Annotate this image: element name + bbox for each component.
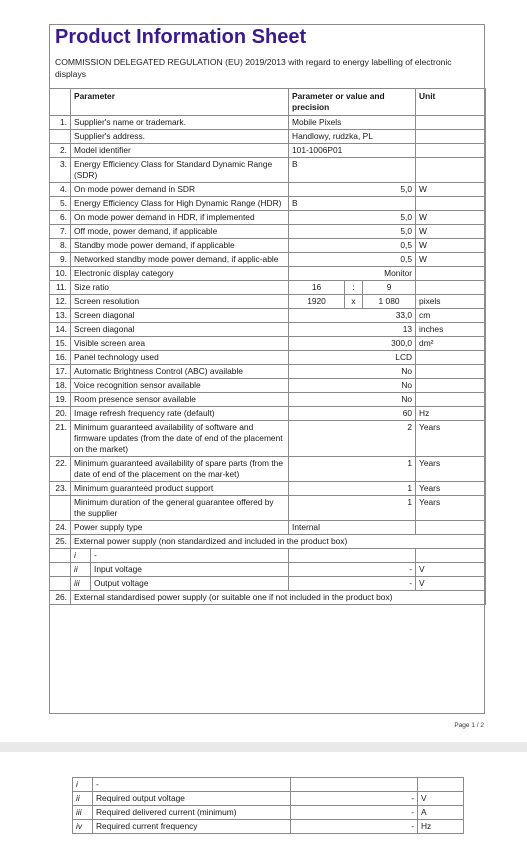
sub-item-index: iii	[73, 806, 93, 820]
row-value: B	[289, 158, 416, 183]
row-value: 1	[289, 457, 416, 482]
ratio-width: 16	[289, 281, 345, 295]
row-label: Automatic Brightness Control (ABC) available	[71, 365, 289, 379]
row-label: Size ratio	[71, 281, 289, 295]
row-label: Room presence sensor available	[71, 393, 289, 407]
table-row	[50, 197, 486, 211]
row-label: Visible screen area	[71, 337, 289, 351]
row-label: Networked standby mode power demand, if applic-able	[71, 253, 289, 267]
row-unit: V	[416, 563, 486, 577]
table-row	[50, 225, 486, 239]
row-number: 18.	[50, 379, 71, 393]
row-value	[291, 778, 418, 792]
table-row	[73, 778, 464, 792]
row-label: Screen resolution	[71, 295, 289, 309]
row-value: 300,0	[289, 337, 416, 351]
row-number: 9.	[50, 253, 71, 267]
table-row	[50, 535, 486, 549]
page-title: Product Information Sheet	[55, 26, 307, 48]
row-unit: dm²	[416, 337, 486, 351]
table-row	[50, 267, 486, 281]
table-row	[73, 820, 464, 834]
page-2	[0, 752, 527, 863]
row-number: 23.	[50, 482, 71, 496]
row-value: -	[291, 792, 418, 806]
table-row	[50, 577, 486, 591]
table-row	[50, 393, 486, 407]
row-label: On mode power demand in SDR	[71, 183, 289, 197]
table-row	[50, 295, 486, 309]
power-supply-table	[72, 777, 464, 834]
row-value: Handlowy, rudzka, PL	[289, 130, 416, 144]
row-number: 19.	[50, 393, 71, 407]
row-unit	[416, 116, 486, 130]
header-value: Parameter or value and precision	[289, 89, 416, 116]
row-unit	[416, 365, 486, 379]
row-unit: Years	[416, 496, 486, 521]
row-label: Minimum duration of the general guarantee offered by the supplier	[71, 496, 289, 521]
row-label: Minimum guaranteed product support	[71, 482, 289, 496]
row-label: External power supply (non standardized and included in the product box)	[71, 535, 486, 549]
row-number: 15.	[50, 337, 71, 351]
ratio-height: 9	[363, 281, 416, 295]
row-unit	[416, 281, 486, 295]
sub-item-index: ii	[73, 792, 93, 806]
row-label: -	[93, 778, 291, 792]
table-row	[50, 421, 486, 457]
table-row	[50, 337, 486, 351]
table-row	[50, 457, 486, 482]
row-unit	[416, 379, 486, 393]
table-row	[50, 183, 486, 197]
row-unit	[416, 267, 486, 281]
row-value	[289, 549, 416, 563]
row-number: 7.	[50, 225, 71, 239]
table-row	[73, 792, 464, 806]
table-row	[50, 563, 486, 577]
row-unit	[416, 144, 486, 158]
row-number: 1.	[50, 116, 71, 130]
row-number: 20.	[50, 407, 71, 421]
row-label: Energy Efficiency Class for High Dynamic Range (HDR)	[71, 197, 289, 211]
table-row	[50, 323, 486, 337]
row-label: Off mode, power demand, if applicable	[71, 225, 289, 239]
row-label: Screen diagonal	[71, 323, 289, 337]
row-value: 1	[289, 496, 416, 521]
row-label: Energy Efficiency Class for Standard Dynamic Range (SDR)	[71, 158, 289, 183]
sub-item-index: i	[71, 549, 91, 563]
row-value: 13	[289, 323, 416, 337]
table-header-row	[50, 89, 486, 116]
table-row	[50, 521, 486, 535]
row-value: 5,0	[289, 211, 416, 225]
row-value: 5,0	[289, 183, 416, 197]
table-row	[50, 158, 486, 183]
row-unit: Hz	[418, 820, 464, 834]
row-label: Supplier's name or trademark.	[71, 116, 289, 130]
row-unit: V	[416, 577, 486, 591]
row-number	[50, 577, 71, 591]
row-unit	[416, 393, 486, 407]
row-label: Screen diagonal	[71, 309, 289, 323]
resolution-separator: x	[345, 295, 363, 309]
row-unit: W	[416, 211, 486, 225]
row-unit: W	[416, 183, 486, 197]
row-number: 10.	[50, 267, 71, 281]
page-number: Page 1 / 2	[454, 722, 484, 729]
header-unit: Unit	[416, 89, 486, 116]
row-number: 12.	[50, 295, 71, 309]
row-unit: A	[418, 806, 464, 820]
row-label: -	[91, 549, 289, 563]
row-value: -	[291, 806, 418, 820]
row-label: Required output voltage	[93, 792, 291, 806]
row-unit: V	[418, 792, 464, 806]
row-number: 21.	[50, 421, 71, 457]
row-unit: Years	[416, 457, 486, 482]
row-label: Required current frequency	[93, 820, 291, 834]
row-number: 25.	[50, 535, 71, 549]
row-unit: W	[416, 253, 486, 267]
row-value: 5,0	[289, 225, 416, 239]
row-label: Input voltage	[91, 563, 289, 577]
row-unit	[418, 778, 464, 792]
row-unit: Years	[416, 482, 486, 496]
row-number: 11.	[50, 281, 71, 295]
row-value: 0,5	[289, 253, 416, 267]
row-label: External standardised power supply (or suitable one if not included in the product box)	[71, 591, 486, 605]
sub-item-index: ii	[71, 563, 91, 577]
table-row	[50, 482, 486, 496]
row-label: Supplier's address.	[71, 130, 289, 144]
row-number	[50, 549, 71, 563]
row-number: 6.	[50, 211, 71, 225]
row-unit: Years	[416, 421, 486, 457]
table-row	[50, 351, 486, 365]
row-label: Panel technology used	[71, 351, 289, 365]
row-number: 16.	[50, 351, 71, 365]
row-value: B	[289, 197, 416, 211]
row-unit: W	[416, 225, 486, 239]
row-value: 60	[289, 407, 416, 421]
row-unit: pixels	[416, 295, 486, 309]
row-value: -	[291, 820, 418, 834]
row-value: No	[289, 393, 416, 407]
row-unit: inches	[416, 323, 486, 337]
row-value: LCD	[289, 351, 416, 365]
row-number: 24.	[50, 521, 71, 535]
row-number: 3.	[50, 158, 71, 183]
header-number	[50, 89, 71, 116]
row-label: Model identifier	[71, 144, 289, 158]
row-number: 4.	[50, 183, 71, 197]
row-unit	[416, 130, 486, 144]
row-label: Electronic display category	[71, 267, 289, 281]
table-row	[50, 549, 486, 563]
row-label: Image refresh frequency rate (default)	[71, 407, 289, 421]
row-number	[50, 563, 71, 577]
sub-item-index: i	[73, 778, 93, 792]
row-label: Power supply type	[71, 521, 289, 535]
row-label: On mode power demand in HDR, if implemented	[71, 211, 289, 225]
table-row	[50, 365, 486, 379]
row-number	[50, 496, 71, 521]
row-label: Minimum guaranteed availability of spare parts (from the date of end of the placement on the mar-ket)	[71, 457, 289, 482]
table-row	[50, 591, 486, 605]
table-row	[50, 253, 486, 267]
table-row	[50, 239, 486, 253]
row-number: 2.	[50, 144, 71, 158]
row-unit: cm	[416, 309, 486, 323]
table-row	[50, 211, 486, 225]
row-value: No	[289, 379, 416, 393]
row-value: Mobile Pixels	[289, 116, 416, 130]
row-value: Internal	[289, 521, 416, 535]
row-value: No	[289, 365, 416, 379]
row-unit	[416, 158, 486, 183]
row-label: Output voltage	[91, 577, 289, 591]
row-unit	[416, 549, 486, 563]
table-row	[50, 379, 486, 393]
header-parameter: Parameter	[71, 89, 289, 116]
row-value: -	[289, 563, 416, 577]
sub-item-index: iv	[73, 820, 93, 834]
resolution-width: 1920	[289, 295, 345, 309]
row-number	[50, 130, 71, 144]
row-number: 8.	[50, 239, 71, 253]
table-row	[50, 116, 486, 130]
row-label: Required delivered current (minimum)	[93, 806, 291, 820]
table-row	[50, 130, 486, 144]
row-unit: Hz	[416, 407, 486, 421]
table-row	[50, 309, 486, 323]
row-value: -	[289, 577, 416, 591]
table-row	[50, 496, 486, 521]
table-row	[50, 144, 486, 158]
row-value: 2	[289, 421, 416, 457]
row-value: 101-1006P01	[289, 144, 416, 158]
row-number: 14.	[50, 323, 71, 337]
table-row	[73, 806, 464, 820]
table-row	[50, 281, 486, 295]
row-number: 22.	[50, 457, 71, 482]
row-unit: W	[416, 239, 486, 253]
row-label: Voice recognition sensor available	[71, 379, 289, 393]
row-number: 17.	[50, 365, 71, 379]
sub-item-index: iii	[71, 577, 91, 591]
row-value: 1	[289, 482, 416, 496]
row-unit	[416, 521, 486, 535]
resolution-height: 1 080	[363, 295, 416, 309]
row-number: 26.	[50, 591, 71, 605]
regulation-subtitle: COMMISSION DELEGATED REGULATION (EU) 2019/2013 with regard to energy labelling of electronic displays	[55, 57, 452, 79]
row-unit	[416, 351, 486, 365]
row-value: Monitor	[289, 267, 416, 281]
row-value: 33,0	[289, 309, 416, 323]
row-label: Minimum guaranteed availability of software and firmware updates (from the date of end of the placement on the market)	[71, 421, 289, 457]
row-value: 0,5	[289, 239, 416, 253]
row-unit	[416, 197, 486, 211]
product-info-table	[49, 88, 486, 605]
table-row	[50, 407, 486, 421]
row-number: 13.	[50, 309, 71, 323]
row-label: Standby mode power demand, if applicable	[71, 239, 289, 253]
row-number: 5.	[50, 197, 71, 211]
ratio-separator: :	[345, 281, 363, 295]
